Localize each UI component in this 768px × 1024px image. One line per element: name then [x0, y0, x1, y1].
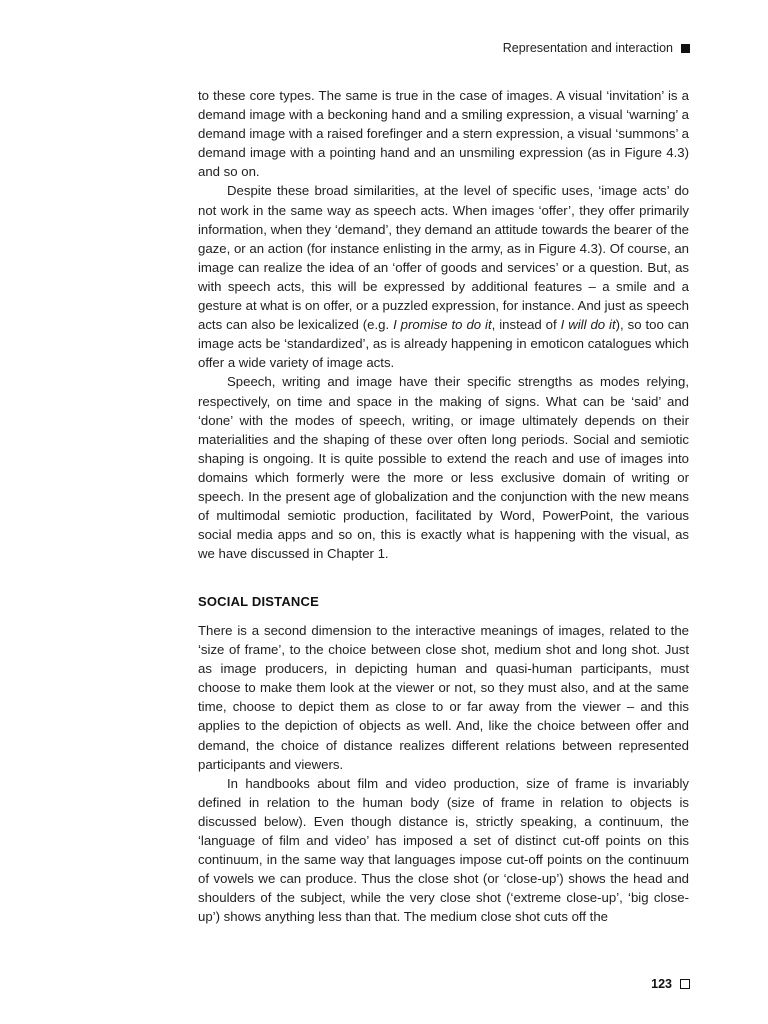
page-number: 123 — [651, 977, 672, 991]
open-square-icon — [680, 979, 690, 989]
paragraph: Speech, writing and image have their specific strengths as modes relying, respectively, on time and space in the making of signs. What can be ‘said’ and ‘done’ with the modes of speech, writing, or image ultimately depends on their materialities and the shaping of these over often long periods. Social and semiotic shaping is ongoing. It is quite possible to extend the reach and use of images into domains which formerly were the more or less exclusive domain of writing or speech. In the present age of globalization and the conjunction with the new means of multimodal semiotic production, facilitated by Word, PowerPoint, the various social media apps and so on, this is exactly what is happening with the visual, as we have discussed in Chapter 1. — [198, 374, 689, 562]
paragraph: to these core types. The same is true in the case of images. A visual ‘invitation’ is a demand image with a beckoning hand and a smiling expression, a visual ‘warning’ a demand image with a raised forefinger and a stern expression, a visual ‘summons’ a demand image with a pointing hand and an unsmiling expression (as in Figure 4.3) and so on. — [198, 88, 689, 180]
page-footer — [651, 977, 690, 991]
text-run: ), so too can image acts be ‘standardized’, as is already happening in emoticon catalogues which offer a wide variety of image acts. — [198, 317, 689, 371]
paragraph: There is a second dimension to the interactive meanings of images, related to the ‘size of frame’, to the choice between close shot, medium shot and long shot. Just as image producers, in depicting human and quasi-human participants, must choose to make them look at the viewer or not, so they must also, and at the same time, choose to depict them as close to or far away from the viewer – and this applies to the depiction of objects as well. And, like the choice between offer and demand, the choice of distance realizes different relations between represented participants and viewers. — [198, 623, 689, 772]
running-head-title: Representation and interaction — [502, 41, 673, 55]
italic-example: I will do it — [560, 317, 616, 333]
paragraph: In handbooks about film and video production, size of frame is invariably defined in relation to the human body (size of frame in relation to objects is discussed below). Even though distance is, strictly speaking, a continuum, the ‘language of film and video’ has imposed a set of distinct cut-off points on this continuum, in the same way that languages impose cut-off points on the continuum of vowels we can produce. Thus the close shot (or ‘close-up’) shows the head and shoulders of the subject, while the very close shot (‘extreme close-up’, ‘big close-up’) shows anything less than that. The medium close shot cuts off the — [198, 775, 689, 925]
body-text-section-2 — [198, 621, 689, 927]
paragraph — [198, 181, 689, 372]
running-head — [503, 41, 690, 55]
section-heading: SOCIAL DISTANCE — [198, 594, 319, 609]
filled-square-icon — [681, 44, 690, 53]
text-run: Despite these broad similarities, at the level of specific uses, ‘image acts’ do not work in the same way as speech acts. When images ‘offer’, they offer primarily information, when they ‘demand’, they demand an attitude towards the bearer of the gaze, or an action (for instance enlisting in the army, as in Figure 4.3). Of course, an image can realize the idea of an ‘offer of goods and services’ or a question. But, as with speech acts, this will be expressed by additional features – a smile and a gesture at what is on offer, or a puzzled expression, for instance. And just as speech acts can also be lexicalized (e.g. — [198, 183, 689, 333]
text-run: , instead of — [491, 317, 561, 333]
body-text-section-1 — [198, 86, 689, 563]
italic-example: I promise to do it — [393, 317, 492, 333]
